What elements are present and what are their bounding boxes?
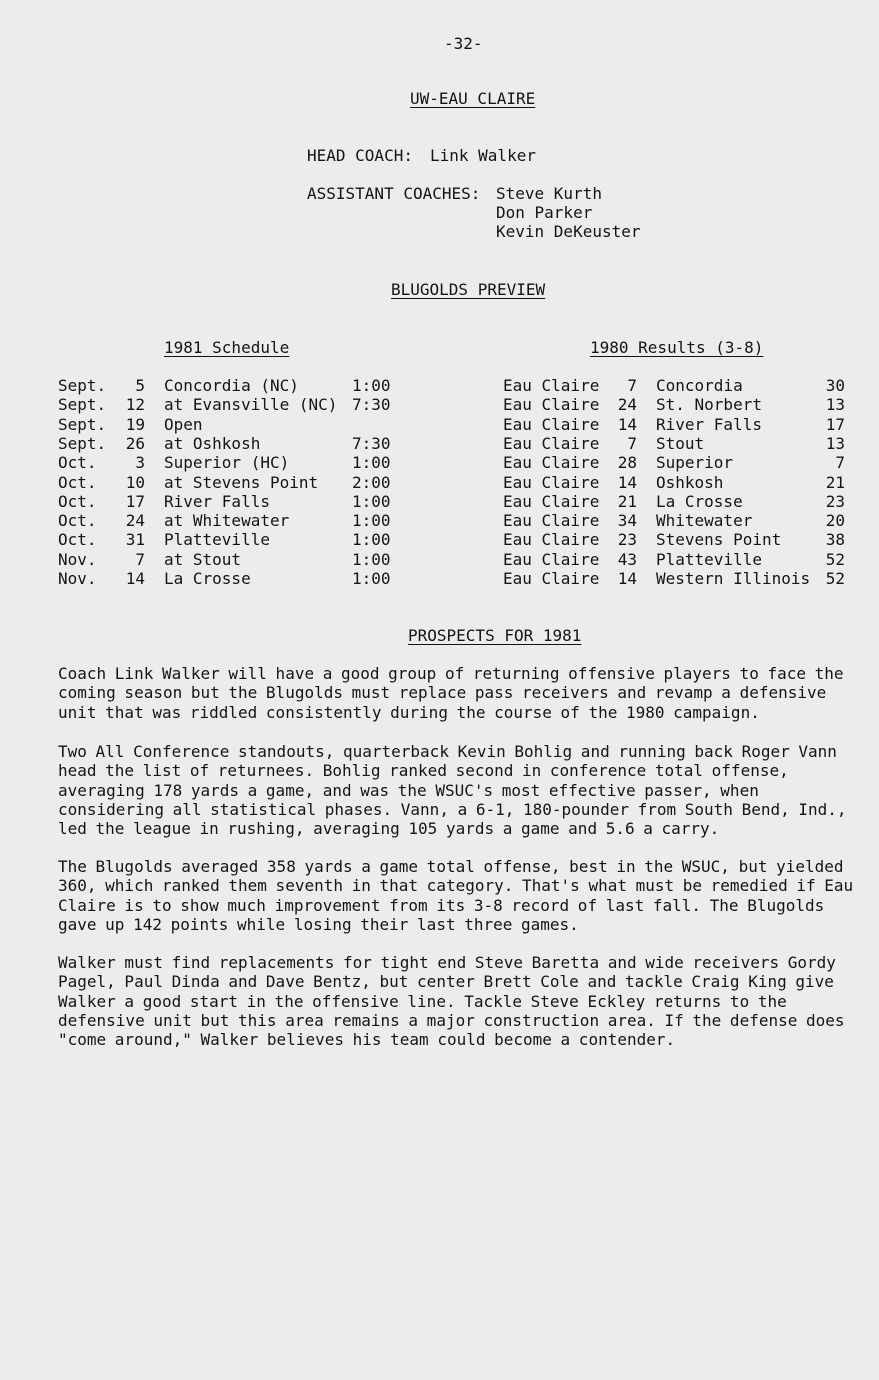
assistant-coach-name: Steve Kurth <box>496 184 602 203</box>
result-opponent-score: 17 <box>825 414 845 434</box>
game-opponent: at Oshkosh <box>164 433 261 453</box>
table-row <box>0 530 879 549</box>
result-score: 7 <box>627 376 637 395</box>
game-day: 24 <box>125 511 145 531</box>
result-opponent: Oshkosh <box>656 472 724 492</box>
head-coach-label: HEAD COACH: <box>307 146 413 165</box>
result-team: Eau Claire <box>503 511 600 531</box>
game-time: 7:30 <box>352 395 391 415</box>
game-day: 31 <box>125 530 145 550</box>
result-opponent-score: 7 <box>835 453 845 473</box>
game-opponent: River Falls <box>164 491 270 511</box>
game-day: 5 <box>135 376 145 395</box>
game-day: 14 <box>125 569 145 588</box>
result-score: 14 <box>617 472 637 492</box>
table-row <box>0 453 879 472</box>
table-row <box>0 376 879 395</box>
result-opponent-score: 52 <box>825 569 845 588</box>
paragraph: The Blugolds averaged 358 yards a game total offense, best in the WSUC, but yielded 360, which ranked them seventh in that category. That's what must be remedied if Eau Claire is to show much improvement from its 3-8 record of last fall. The Blugolds gave up 142 points while losing their last three games. <box>58 857 854 934</box>
result-opponent-score: 21 <box>825 472 845 492</box>
result-opponent: River Falls <box>656 414 762 434</box>
table-row <box>0 434 879 453</box>
page-number: -32- <box>444 34 483 53</box>
result-team: Eau Claire <box>503 530 600 550</box>
game-opponent: at Whitewater <box>164 511 290 531</box>
result-opponent: Concordia <box>656 376 743 395</box>
game-month: Sept. <box>58 395 107 415</box>
result-opponent: Stout <box>656 433 705 453</box>
prospects-title: PROSPECTS FOR 1981 <box>408 626 582 645</box>
result-team: Eau Claire <box>503 569 600 588</box>
game-time: 1:00 <box>352 530 391 550</box>
prospects-text <box>58 742 858 838</box>
result-opponent-score: 13 <box>825 395 845 415</box>
game-time: 2:00 <box>352 472 391 492</box>
game-month: Sept. <box>58 414 107 434</box>
game-day: 10 <box>125 472 145 492</box>
game-month: Sept. <box>58 376 107 395</box>
game-month: Nov. <box>58 569 97 588</box>
game-month: Nov. <box>58 549 97 569</box>
game-month: Oct. <box>58 472 97 492</box>
result-score: 28 <box>617 453 637 473</box>
table-row <box>0 415 879 434</box>
assistant-coach-name: Don Parker <box>496 203 593 222</box>
result-opponent-score: 38 <box>825 530 845 550</box>
game-opponent: Superior (HC) <box>164 453 290 473</box>
game-time: 1:00 <box>352 453 391 473</box>
table-row <box>0 395 879 414</box>
schedule-header: 1981 Schedule <box>164 338 290 357</box>
table-row <box>0 569 879 588</box>
table-row <box>0 492 879 511</box>
result-opponent-score: 52 <box>825 549 845 569</box>
game-opponent: at Evansville (NC) <box>164 395 338 415</box>
assistant-coaches-label: ASSISTANT COACHES: <box>307 184 481 203</box>
preview-title: BLUGOLDS PREVIEW <box>391 280 546 299</box>
result-score: 14 <box>617 569 637 588</box>
result-opponent-score: 30 <box>825 376 845 395</box>
assistant-coach-name: Kevin DeKeuster <box>496 222 641 241</box>
result-team: Eau Claire <box>503 472 600 492</box>
game-time: 1:00 <box>352 511 391 531</box>
result-team: Eau Claire <box>503 376 600 395</box>
table-row <box>0 511 879 530</box>
paragraph: Two All Conference standouts, quarterback Kevin Bohlig and running back Roger Vann head the list of returnees. Bohlig ranked second in conference total offense, averaging 178 yards a game, and was the WSUC's most effective passer, when considering all statistical phases. Vann, a 6-1, 180-pounder from South Bend, Ind., led the league in rushing, averaging 105 yards a game and 5.6 a carry. <box>58 742 847 839</box>
game-opponent: Concordia (NC) <box>164 376 299 395</box>
result-opponent-score: 23 <box>825 491 845 511</box>
result-opponent: La Crosse <box>656 491 743 511</box>
result-team: Eau Claire <box>503 414 600 434</box>
result-opponent: Platteville <box>656 549 762 569</box>
prospects-text <box>58 664 858 722</box>
game-day: 7 <box>135 549 145 569</box>
result-opponent: Western Illinois <box>656 569 811 588</box>
result-opponent-score: 13 <box>825 433 845 453</box>
result-opponent: Stevens Point <box>656 530 782 550</box>
game-opponent: at Stout <box>164 549 242 569</box>
game-time: 1:00 <box>352 549 391 569</box>
game-time: 7:30 <box>352 433 391 453</box>
result-opponent: Superior <box>656 453 734 473</box>
result-team: Eau Claire <box>503 395 600 415</box>
game-day: 26 <box>125 433 145 453</box>
game-time: 1:00 <box>352 569 391 588</box>
game-time: 1:00 <box>352 491 391 511</box>
result-opponent: Whitewater <box>656 511 753 531</box>
result-score: 34 <box>617 511 637 531</box>
prospects-text <box>58 857 858 934</box>
result-score: 43 <box>617 549 637 569</box>
result-opponent-score: 20 <box>825 511 845 531</box>
result-score: 7 <box>627 433 637 453</box>
game-opponent: Open <box>164 414 203 434</box>
game-day: 19 <box>125 414 145 434</box>
result-team: Eau Claire <box>503 491 600 511</box>
game-month: Oct. <box>58 511 97 531</box>
game-opponent: La Crosse <box>164 569 251 588</box>
game-month: Oct. <box>58 530 97 550</box>
table-row <box>0 550 879 569</box>
result-team: Eau Claire <box>503 433 600 453</box>
game-day: 17 <box>125 491 145 511</box>
game-day: 12 <box>125 395 145 415</box>
table-row <box>0 473 879 492</box>
head-coach-name: Link Walker <box>430 146 536 165</box>
result-team: Eau Claire <box>503 549 600 569</box>
result-score: 24 <box>617 395 637 415</box>
school-title: UW-EAU CLAIRE <box>410 89 536 108</box>
game-opponent: Platteville <box>164 530 270 550</box>
result-team: Eau Claire <box>503 453 600 473</box>
result-score: 21 <box>617 491 637 511</box>
game-month: Oct. <box>58 491 97 511</box>
result-score: 23 <box>617 530 637 550</box>
game-day: 3 <box>135 453 145 473</box>
prospects-text <box>58 953 858 1049</box>
result-score: 14 <box>617 414 637 434</box>
paragraph: Walker must find replacements for tight end Steve Baretta and wide receivers Gordy Pagel, Paul Dinda and Dave Bentz, but center Brett Cole and tackle Craig King give Walker a good start in the offensive line. Tackle Steve Eckley returns to the defensive unit but this area remains a major construction area. If the defense does "come around," Walker believes his team could become a contender. <box>58 953 845 1050</box>
game-month: Sept. <box>58 433 107 453</box>
game-time: 1:00 <box>352 376 391 395</box>
paragraph: Coach Link Walker will have a good group of returning offensive players to face the coming season but the Blugolds must replace pass receivers and revamp a defensive unit that was riddled consistently during the course of the 1980 campaign. <box>58 664 844 722</box>
results-header: 1980 Results (3-8) <box>590 338 764 357</box>
game-month: Oct. <box>58 453 97 473</box>
result-opponent: St. Norbert <box>656 395 762 415</box>
game-opponent: at Stevens Point <box>164 472 319 492</box>
